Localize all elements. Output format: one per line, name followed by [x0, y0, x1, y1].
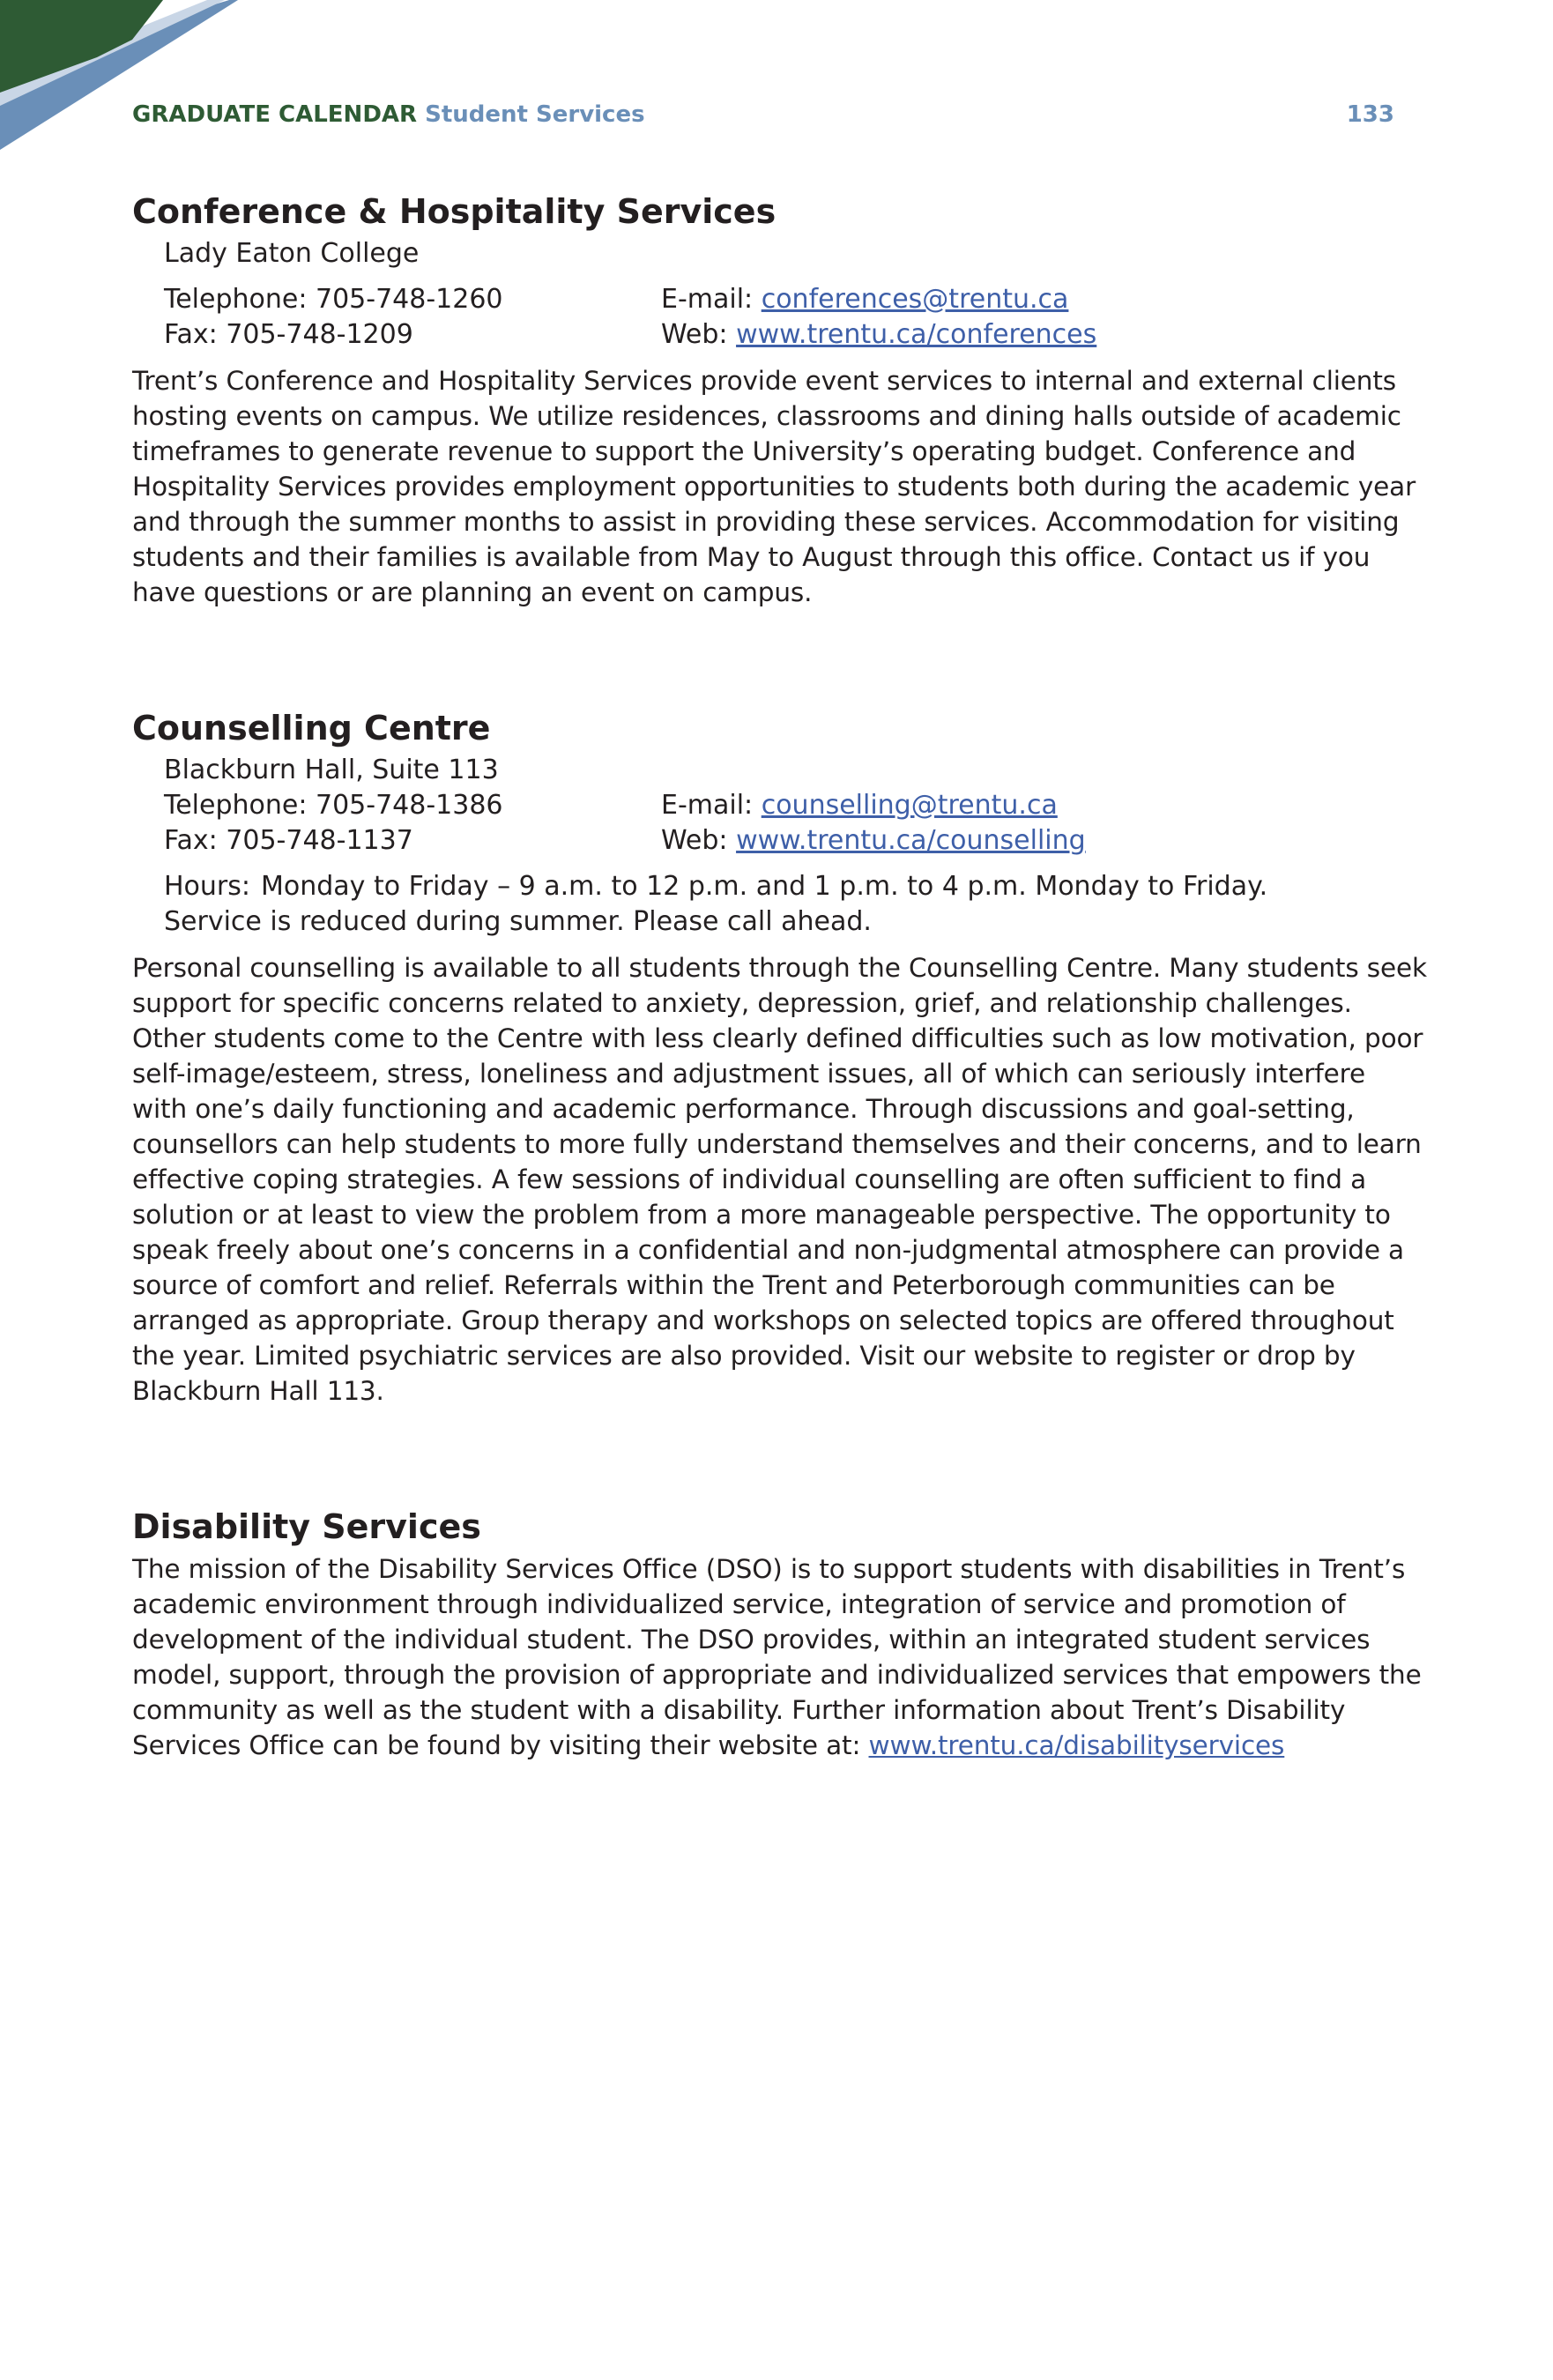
page-header: [132, 101, 1394, 137]
conference-telephone: Telephone: 705-748-1260: [164, 284, 503, 315]
counselling-email: [661, 788, 1058, 823]
disability-body-text: The mission of the Disability Services Office (DSO) is to support students with disabilities in Trent’s academic environment through individualized service, integration of service and promotion of development of the individual student. The DSO provides, within an integrated student services model, support, through the provision of appropriate and individualized services that empowers the community as well as the student with a disability. Further information about Trent’s Disability Services Office can be found by visiting their website at:: [132, 1554, 1422, 1760]
counselling-title: Counselling Centre: [132, 709, 491, 747]
counselling-hours: [164, 869, 1428, 904]
page-content: [132, 187, 1428, 1763]
counselling-web-label: Web:: [661, 825, 737, 856]
disability-title: Disability Services: [132, 1507, 481, 1546]
disability-body: [132, 1551, 1428, 1763]
counselling-location: Blackburn Hall, Suite 113: [164, 755, 499, 785]
counselling-contact-row-1: [164, 788, 1428, 823]
counselling-hours-note: Service is reduced during summer. Please call ahead.: [164, 906, 872, 937]
conference-body: Trent’s Conference and Hospitality Services provide event services to internal and external clients hosting events on campus. We utilize residences, classrooms and dining halls outside of academic timeframes to generate revenue to support the University’s operating budget. Conference and Hospitality Services provides employment opportunities to students both during the academic year and through the summer months to assist in providing these services. Accommodation for visiting students and their families is available from May to August through this office. Contact us if you have questions or are planning an event on campus.: [132, 366, 1416, 607]
header-calendar-label: GRADUATE CALENDAR: [132, 101, 418, 128]
conference-web: [661, 317, 1096, 353]
disability-section: [132, 1502, 1428, 1763]
conference-email: [661, 282, 1068, 317]
page-number: 133: [1346, 101, 1394, 128]
conference-title: Conference & Hospitality Services: [132, 192, 776, 231]
conference-web-label: Web:: [661, 319, 737, 350]
conference-section: [132, 187, 1428, 610]
conference-email-label: E-mail:: [661, 284, 762, 315]
disability-web-link[interactable]: www.trentu.ca/disabilityservices: [868, 1730, 1285, 1760]
conference-contact-row-1: [164, 282, 1428, 317]
conference-fax: Fax: 705-748-1209: [164, 319, 413, 350]
counselling-hours-label: Hours:: [164, 871, 250, 902]
conference-web-link[interactable]: www.trentu.ca/conferences: [736, 319, 1097, 350]
counselling-contact-row-2: [164, 823, 1428, 859]
conference-contact-info: [164, 236, 1428, 353]
conference-contact-row-2: [164, 317, 1428, 353]
counselling-telephone: Telephone: 705-748-1386: [164, 790, 503, 821]
conference-email-link[interactable]: conferences@trentu.ca: [761, 284, 1069, 315]
counselling-body: Personal counselling is available to all students through the Counselling Centre. Many students seek support for specific concerns related to anxiety, depression, grief, and relationship challenges. Other students come to the Centre with less clearly defined difficulties such as low motivation, poor self-image/esteem, stress, loneliness and adjustment issues, all of which can seriously interfere with one’s daily functioning and academic performance. Through discussions and goal-setting, counsellors can help students to more fully understand themselves and their concerns, and to learn effective coping strategies. A few sessions of individual counselling are often sufficient to find a solution or at least to view the problem from a more manageable perspective. The opportunity to speak freely about one’s concerns in a confidential and non-judgmental atmosphere can provide a source of comfort and relief. Referrals within the Trent and Peterborough communities can be arranged as appropriate. Group therapy and workshops on selected topics are offered throughout the year. Limited psychiatric services are also provided. Visit our website to register or drop by Blackburn Hall 113.: [132, 953, 1427, 1406]
counselling-email-label: E-mail:: [661, 790, 762, 821]
counselling-section: [132, 703, 1428, 1409]
header-section-label: Student Services: [425, 101, 645, 128]
counselling-email-link[interactable]: counselling@trentu.ca: [761, 790, 1058, 821]
counselling-fax: Fax: 705-748-1137: [164, 825, 413, 856]
counselling-hours-value: Monday to Friday – 9 a.m. to 12 p.m. and 1 p.m. to 4 p.m. Monday to Friday.: [261, 871, 1268, 902]
counselling-contact-info: [164, 753, 1428, 940]
counselling-web: [661, 823, 1086, 859]
counselling-web-link[interactable]: www.trentu.ca/counselling: [736, 825, 1086, 856]
conference-location: Lady Eaton College: [164, 238, 420, 269]
